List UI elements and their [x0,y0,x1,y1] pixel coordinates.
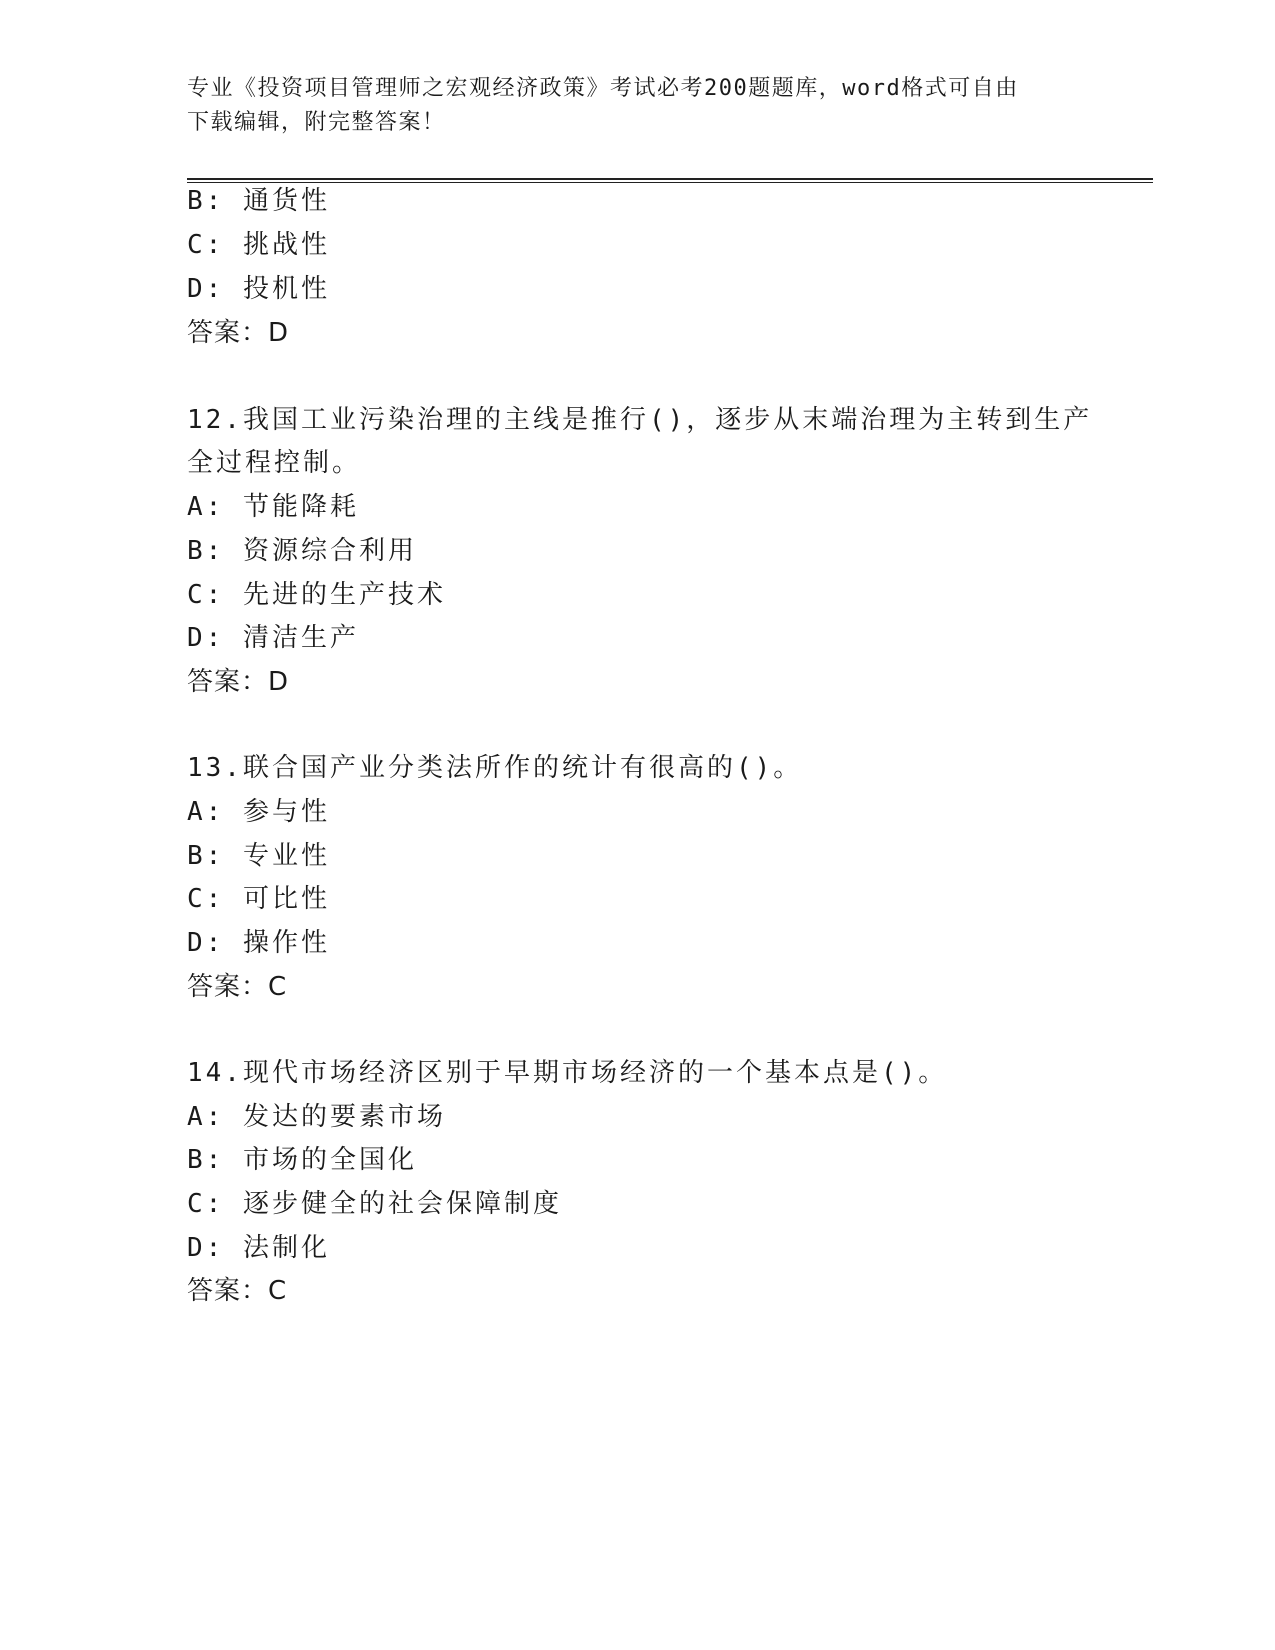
q12-answer: 答案：D [187,667,290,697]
header-title-line-2: 下载编辑，附完整答案！ [187,110,446,135]
q14-option-d: D: 法制化 [187,1233,330,1263]
q14-option-b: B: 市场的全国化 [187,1145,417,1175]
q14-option-a: A: 发达的要素市场 [187,1102,446,1132]
q11-answer: 答案：D [187,318,290,348]
q13-stem-line-1: 13.联合国产业分类法所作的统计有很高的()。 [187,753,803,783]
q13-option-c: C: 可比性 [187,884,330,914]
q11-option-c: C: 挑战性 [187,230,330,260]
q13-option-d: D: 操作性 [187,928,330,958]
q14-option-c: C: 逐步健全的社会保障制度 [187,1189,562,1219]
q12-option-d: D: 清洁生产 [187,623,359,653]
q11-option-b: B: 通货性 [187,186,330,216]
q13-option-a: A: 参与性 [187,797,330,827]
header-divider [187,178,1153,183]
q12-option-a: A: 节能降耗 [187,492,359,522]
q12-stem-line-1: 12.我国工业污染治理的主线是推行()，逐步从末端治理为主转到生产 [187,405,1093,435]
q11-option-d: D: 投机性 [187,274,330,304]
q13-option-b: B: 专业性 [187,841,330,871]
q14-answer: 答案：C [187,1276,288,1306]
q12-stem-line-2: 全过程控制。 [187,448,362,478]
q12-option-b: B: 资源综合利用 [187,536,417,566]
q12-option-c: C: 先进的生产技术 [187,580,446,610]
document-header [187,72,1077,140]
header-title-line-1: 专业《投资项目管理师之宏观经济政策》考试必考200题题库，word格式可自由 [187,76,1019,101]
q14-stem-line-1: 14.现代市场经济区别于早期市场经济的一个基本点是()。 [187,1058,948,1088]
q13-answer: 答案：C [187,972,288,1002]
